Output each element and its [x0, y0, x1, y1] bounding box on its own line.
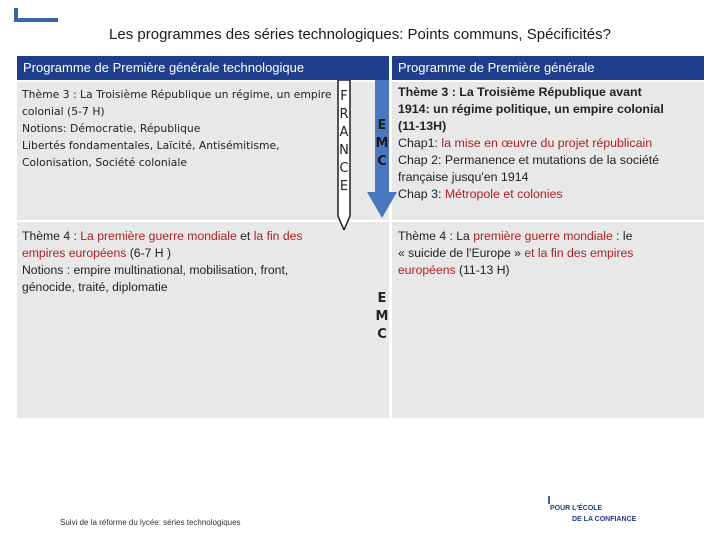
arrow-letter: E — [339, 179, 349, 194]
row1-right-line: (11-13H) — [398, 119, 447, 133]
row1-left-line: Colonisation, Société coloniale — [22, 156, 187, 169]
emc-letter: M — [375, 309, 389, 324]
row2-right-line: « suicide de l'Europe » et la fin des empires — [398, 246, 634, 260]
emc-letter: C — [377, 327, 387, 342]
header-right: Programme de Première générale — [392, 56, 704, 80]
row2-right-line: Thème 4 : La première guerre mondiale : le — [398, 229, 633, 243]
row1-left-line: Libertés fondamentales, Laïcité, Antisémitisme, — [22, 139, 280, 152]
row1-right-line: française jusqu'en 1914 — [398, 170, 529, 184]
arrow-letter: N — [339, 143, 349, 158]
row2-emc-letters — [374, 290, 390, 344]
header-left: Programme de Première générale technologique — [17, 56, 389, 80]
brand-line: POUR L'ÉCOLE — [550, 505, 603, 512]
row2-right-text — [398, 228, 702, 279]
row2-left-line: génocide, traité, diplomatie — [22, 280, 168, 294]
arrow-letter: F — [340, 89, 348, 104]
row1-left-line: Notions: Démocratie, République — [22, 122, 201, 135]
france-arrow-letters — [336, 88, 352, 196]
row2-right-line: européens (11-13 H) — [398, 263, 510, 277]
row2-left-line: Thème 4 : La première guerre mondiale et la fin des — [22, 229, 303, 243]
footer-text: Suivi de la réforme du lycée: séries technologiques — [60, 518, 241, 527]
arrow-letter: C — [339, 161, 349, 176]
arrow-letter: E — [377, 118, 387, 133]
arrow-letter: A — [339, 125, 349, 140]
brand-logo — [548, 496, 637, 528]
emc-letter: E — [377, 291, 387, 306]
row1-right-line: Chap 2: Permanence et mutations de la société — [398, 153, 660, 167]
row1-right-line: Thème 3 : La Troisième République avant — [398, 85, 642, 99]
row1-right-line: Chap1: la mise en œuvre du projet républicain — [398, 136, 653, 150]
row1-right-text — [398, 84, 702, 203]
arrow-letter: R — [339, 107, 349, 122]
row1-left-text — [22, 86, 357, 171]
row1-left-line: Thème 3 : La Troisième République un régime, un empire — [22, 88, 332, 101]
row1-left-line: colonial (5-7 H) — [22, 105, 105, 118]
row1-right-line: Chap 3: Métropole et colonies — [398, 187, 563, 201]
brand-line: DE LA CONFIANCE — [572, 516, 637, 523]
arrow-letter: M — [375, 136, 389, 151]
row1-right-line: 1914: un régime politique, un empire colonial — [398, 102, 664, 116]
arrow-letter: C — [377, 154, 387, 169]
row2-left-line: empires européens (6-7 H ) — [22, 246, 172, 260]
corner-logo — [14, 8, 58, 21]
row2-left-line: Notions : empire multinational, mobilisation, front, — [22, 263, 289, 277]
row2-left-text — [22, 228, 372, 296]
emc-arrow-letters — [375, 117, 389, 171]
page-title: Les programmes des séries technologiques: Points communs, Spécificités? — [109, 26, 611, 43]
